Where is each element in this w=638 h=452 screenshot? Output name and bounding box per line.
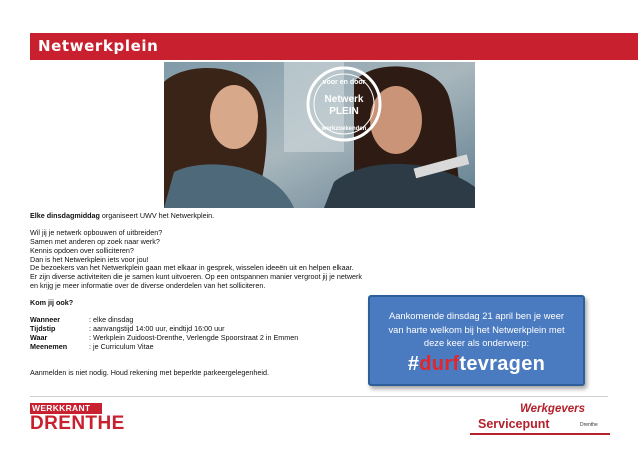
cta-line bbox=[30, 299, 420, 308]
question-line: Wil jij je netwerk opbouwen of uitbreiden? bbox=[30, 228, 163, 238]
detail-value: : aanvangstijd 14:00 uur, eindtijd 16:00 uur bbox=[89, 324, 225, 334]
callout-text bbox=[378, 309, 575, 350]
question-line: en krijg je meer informatie over de diverse onderdelen van het solliciteren. bbox=[30, 280, 266, 290]
stamp-plein-text: PLEIN bbox=[329, 106, 359, 117]
hashtag-symbol: # bbox=[407, 353, 420, 375]
callout-line: Aankomende dinsdag 21 april ben je weer bbox=[388, 310, 565, 321]
question-line: Samen met anderen op zoek naar werk? bbox=[30, 237, 160, 247]
logo-servicepunt-text: Servicepunt bbox=[478, 417, 550, 431]
page-title: Netwerkplein bbox=[38, 37, 159, 55]
detail-key: Wanneer bbox=[30, 315, 61, 325]
detail-key: Meenemen bbox=[30, 341, 68, 351]
stamp-bottom-text: werkzoekenden bbox=[321, 126, 367, 132]
question-line: Kennis opdoen over solliciteren? bbox=[30, 245, 134, 255]
werkkrant-logo-top: WERKKRANT bbox=[30, 403, 102, 414]
stamp-netwerk-text: Netwerk bbox=[324, 94, 364, 105]
callout-box bbox=[368, 295, 585, 386]
hashtag-red-part: durf bbox=[419, 353, 460, 375]
footer-divider bbox=[30, 396, 608, 397]
detail-row-bring bbox=[30, 343, 420, 352]
detail-value: : elke dinsdag bbox=[89, 315, 134, 325]
intro-rest: organiseert UWV het Netwerkplein. bbox=[99, 211, 215, 220]
werkkrant-logo-bottom: DRENTHE bbox=[30, 413, 125, 434]
werkkrant-logo bbox=[30, 403, 125, 437]
logo-drenthe-text: Drenthe bbox=[580, 422, 598, 428]
header-bar bbox=[30, 33, 638, 60]
logo-underline bbox=[470, 433, 610, 435]
detail-value: : Werkplein Zuidoost-Drenthe, Verlengde Spoorstraat 2 in Emmen bbox=[89, 332, 299, 342]
intro-bold: Elke dinsdagmiddag bbox=[30, 211, 100, 220]
callout-line: deze keer als onderwerp: bbox=[423, 337, 530, 348]
detail-key: Tijdstip bbox=[30, 324, 56, 334]
logo-werkgevers-text: Werkgevers bbox=[520, 403, 585, 415]
stamp-top-text: voor en door bbox=[322, 79, 366, 86]
body-text bbox=[30, 212, 420, 377]
note-line: Aanmelden is niet nodig. Houd rekening met beperkte parkeergelegenheid. bbox=[30, 367, 269, 377]
werkgevers-servicepunt-logo bbox=[470, 403, 610, 437]
hashtag bbox=[370, 353, 583, 376]
netwerkplein-stamp bbox=[304, 64, 384, 144]
intro-line bbox=[30, 212, 420, 221]
detail-value: : je Curriculum Vitae bbox=[89, 341, 154, 351]
cta-text: Kom jij ook? bbox=[30, 298, 74, 307]
hero-photo bbox=[164, 62, 475, 208]
question-line: Er zijn diverse activiteiten die je samen kunt uitvoeren. Op een ontspannen manier vergroot jij je netwerk bbox=[30, 271, 362, 281]
question-line: De bezoekers van het Netwerkplein gaan met elkaar in gesprek, wisselen ideeën uit en helpen elkaar. bbox=[30, 263, 354, 273]
detail-key: Waar bbox=[30, 332, 48, 342]
callout-line: van harte welkom bij het Netwerkplein met bbox=[388, 323, 565, 335]
hashtag-rest: tevragen bbox=[459, 353, 546, 375]
question-line: Dan is het Netwerkplein iets voor jou! bbox=[30, 254, 149, 264]
